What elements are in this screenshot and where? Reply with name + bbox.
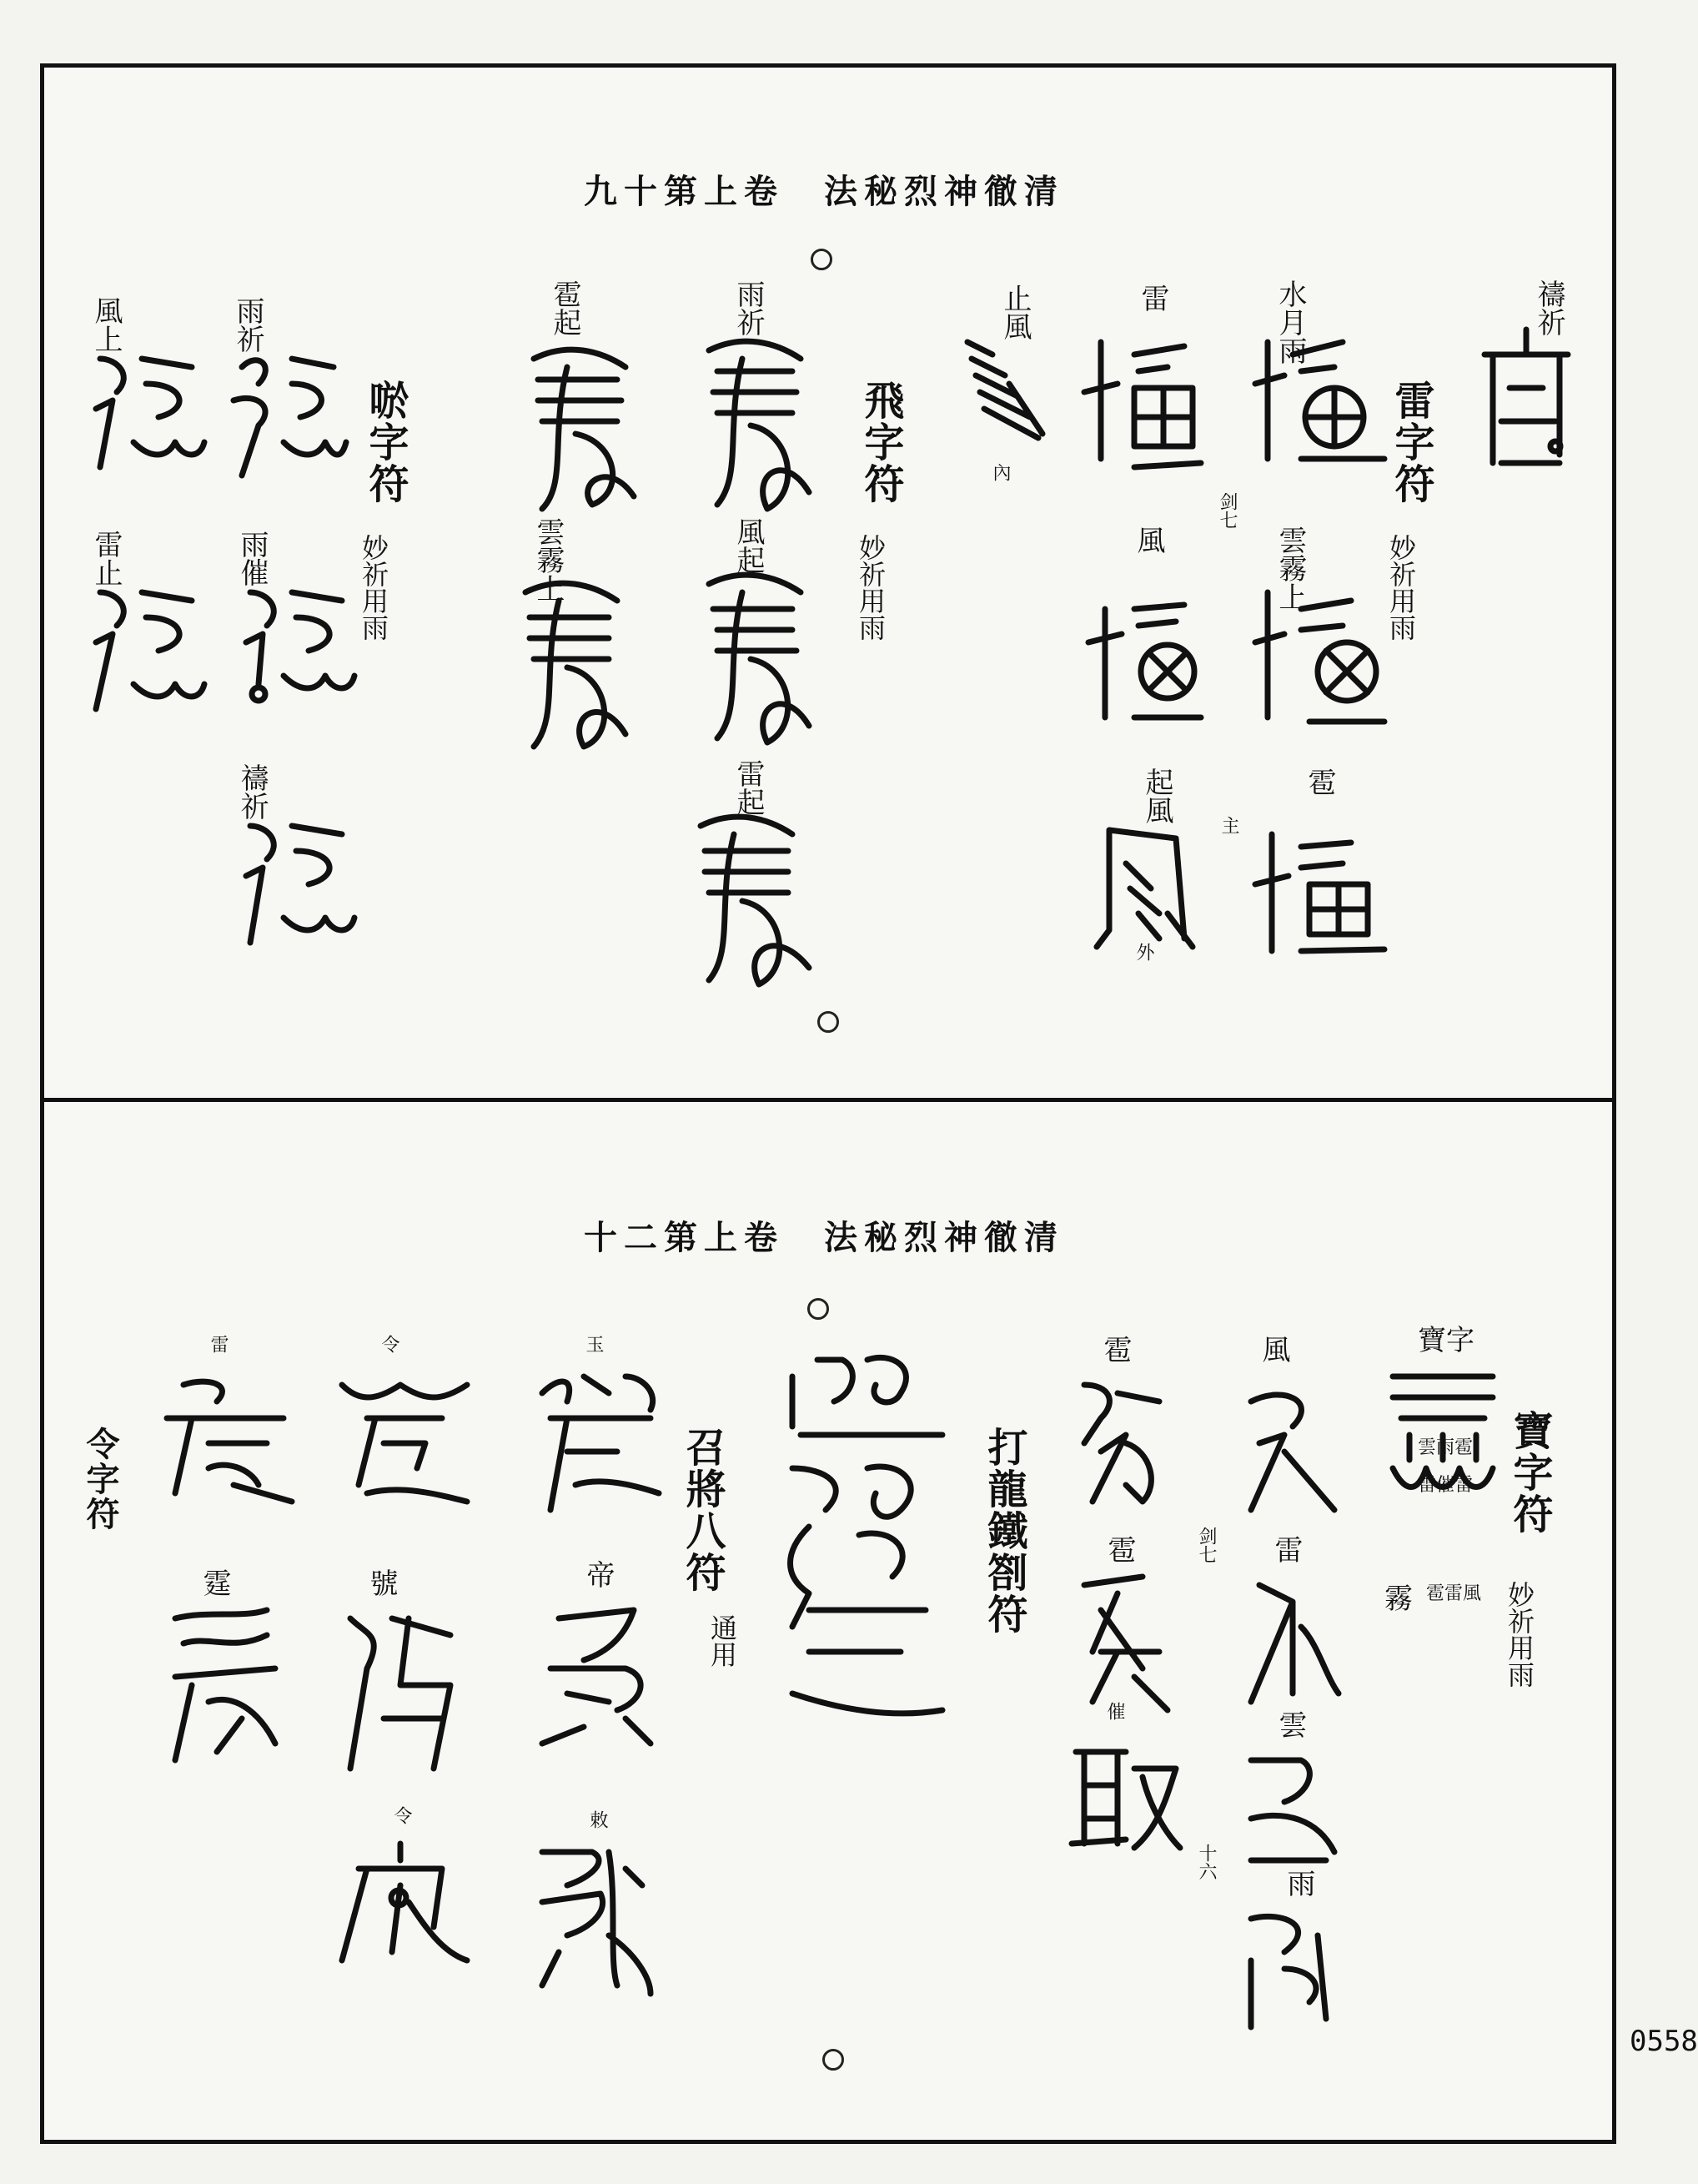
binding-hole-circle [817, 1011, 839, 1033]
label-yun: 雲 [1274, 1710, 1307, 1739]
label-yu: 雨 [1282, 1869, 1315, 1897]
talisman-zhaojiang-chi-glyph [525, 1835, 659, 2002]
talisman-fei-leiqi-glyph [684, 801, 817, 993]
label-leizhi: 雷止 [89, 530, 123, 586]
talisman-ling-lei-glyph [158, 1368, 300, 1510]
label-feng: 風 [1132, 526, 1165, 554]
label-leicuilei: 雷催雷 [1418, 1475, 1474, 1496]
talisman-bao-lei-glyph [1234, 1568, 1343, 1710]
label-ting: 霆 [198, 1568, 231, 1597]
label-shuiyueyu: 水月雨 [1274, 279, 1307, 365]
talisman-liang-yucui-glyph [234, 576, 359, 709]
talisman-yunwushang-glyph [1251, 584, 1393, 726]
panel2-header: 十二第上卷 法秘烈神徹清 [584, 1218, 1064, 1257]
talisman-bao-feng-glyph [1234, 1376, 1343, 1518]
fei-symbol-title: 飛字符 [857, 380, 904, 505]
talisman-shuiyueyu-glyph [1251, 325, 1393, 467]
label-yunwushang: 雲霧上 [1274, 526, 1307, 611]
talisman-dalong-bao-glyph [1068, 1368, 1176, 1510]
label-baoleifeng: 雹雷風 [1426, 1583, 1482, 1604]
talisman-feng-glyph [1084, 584, 1218, 726]
dalong-symbol-title: 打龍鐵劄符 [981, 1427, 1027, 1635]
label-nei: 內 [990, 463, 1011, 481]
label-ling: 令 [379, 1335, 399, 1353]
label-hao: 號 [364, 1568, 398, 1597]
label-fengqi: 風起 [731, 517, 765, 574]
label-lei: 雷 [1136, 284, 1169, 312]
label-wu: 霧 [1384, 1583, 1413, 1616]
label-baozi: 寶字 [1418, 1324, 1474, 1357]
talisman-liang-qidao-glyph [234, 809, 359, 959]
label-qifeng: 起風 [1140, 767, 1173, 824]
panel-divider [40, 1098, 1616, 1102]
lei-symbol-title: 雷字符 [1388, 380, 1434, 505]
label-chi: 敕 [587, 1810, 608, 1829]
talisman-ling-ling2-glyph [334, 1835, 475, 1969]
label-qidao: 禱祈 [1532, 279, 1565, 336]
talisman-zhaojiang-yu-glyph [534, 1360, 667, 1527]
zhaojiang-symbol-note: 通用 [706, 1614, 738, 1668]
talisman-qidao-glyph [1476, 321, 1576, 471]
liang-symbol-note: 妙祈用雨 [358, 534, 389, 641]
label-yuqi: 雨祈 [231, 296, 264, 353]
talisman-liang-leizhi-glyph [83, 576, 208, 717]
zhaojiang-symbol-title: 召將八符 [679, 1427, 726, 1593]
label-jianqi: 剑七 [1196, 1527, 1217, 1563]
talisman-fei-yuqi-glyph [692, 325, 817, 517]
label-shiliu: 十六 [1196, 1844, 1217, 1880]
talisman-zhaojiang-di-glyph [534, 1602, 659, 1752]
talisman-fei-fengqi-glyph [692, 559, 817, 751]
ling-symbol-title: 令字符 [81, 1427, 120, 1532]
talisman-dalong-cui-glyph [1068, 1744, 1184, 1852]
talisman-ling-ting-glyph [158, 1602, 300, 1769]
label-yunyubao: 雲雨雹 [1418, 1437, 1474, 1458]
label-bao: 雹 [1303, 767, 1336, 796]
talisman-qifeng-glyph [1093, 813, 1201, 955]
talisman-bao-glyph [1384, 1360, 1501, 1502]
binding-hole-circle [807, 1298, 829, 1320]
label-bao: 雹 [1098, 1335, 1132, 1363]
label-ling2: 令 [391, 1806, 412, 1824]
bao-symbol-title: 寶字符 [1506, 1410, 1553, 1535]
talisman-fei-yunwushang-glyph [509, 567, 634, 759]
label-fengshang: 風上 [89, 296, 123, 353]
label-zhifeng: 止風 [998, 284, 1032, 340]
talisman-liang-yuqi-glyph [225, 342, 350, 484]
talisman-fei-baoqi-glyph [517, 325, 642, 517]
label-bao: 雹 [1103, 1535, 1136, 1563]
label-zhu: 主 [1218, 816, 1239, 834]
talisman-ling-hao-glyph [334, 1602, 467, 1785]
bao-symbol-note: 妙祈用雨 [1504, 1581, 1535, 1688]
panel1-header: 九十第上卷 法秘烈神徹清 [584, 172, 1064, 211]
label-leiqi: 雷起 [731, 759, 765, 816]
talisman-ling-ling-glyph [334, 1368, 475, 1510]
talisman-bao-glyph [1251, 826, 1393, 959]
talisman-zhifeng-glyph [959, 334, 1051, 450]
talisman-large-seal-glyph [776, 1343, 959, 1744]
binding-hole-circle [811, 249, 832, 270]
label-cui: 催 [1104, 1702, 1125, 1720]
label-yucui: 雨催 [235, 530, 269, 586]
label-wai: 外 [1133, 943, 1154, 961]
label-baoqi: 雹起 [548, 279, 581, 336]
page-number: 0558 [1630, 2025, 1698, 2058]
binding-hole-circle [822, 2049, 844, 2071]
label-lei: 雷 [208, 1335, 229, 1353]
lei-symbol-note: 妙祈用雨 [1385, 534, 1417, 641]
label-lei: 雷 [1269, 1535, 1303, 1563]
label-jianqi: 剑七 [1217, 492, 1238, 529]
label-yuqi: 雨祈 [731, 279, 765, 336]
label-qidao: 禱祈 [235, 763, 269, 820]
talisman-dalong-bao2-glyph [1068, 1568, 1176, 1710]
talisman-bao-yun-glyph [1234, 1744, 1343, 1869]
fei-symbol-note: 妙祈用雨 [855, 534, 887, 641]
talisman-liang-fengshang-glyph [83, 342, 208, 476]
label-di: 帝 [581, 1560, 615, 1588]
talisman-lei-glyph [1076, 325, 1209, 467]
talisman-bao-yu-glyph [1234, 1902, 1343, 2036]
label-yunwushang: 雲霧上 [531, 517, 565, 602]
label-yu: 玉 [583, 1335, 604, 1353]
label-feng: 風 [1257, 1335, 1290, 1363]
liang-symbol-title: 唹字符 [362, 380, 409, 505]
